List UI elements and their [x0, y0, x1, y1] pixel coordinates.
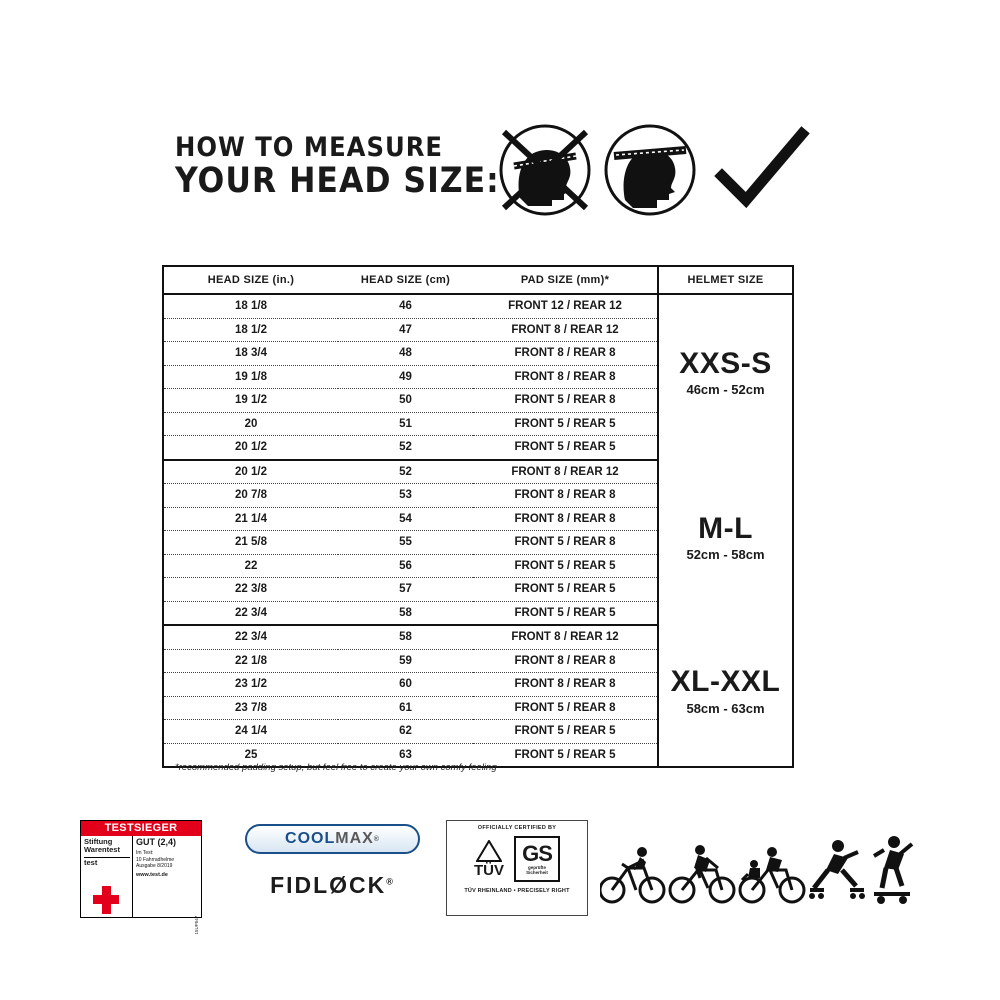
- coolmax-cool-text: COOL: [285, 830, 336, 847]
- cell-head-in: 18 1/2: [163, 318, 338, 342]
- cell-pad: FRONT 5 / REAR 5: [473, 578, 658, 602]
- cell-pad: FRONT 8 / REAR 12: [473, 318, 658, 342]
- fidlock-registered-mark: ®: [386, 876, 395, 887]
- size-table: [162, 265, 794, 768]
- cell-pad: FRONT 12 / REAR 12: [473, 294, 658, 318]
- checkmark-icon: [722, 134, 802, 200]
- cell-head-cm: 63: [399, 748, 412, 761]
- testsieger-badge: [80, 820, 202, 935]
- cell-helmet-size: [658, 294, 793, 460]
- how-to-measure-icons: [490, 120, 810, 220]
- cell-head-in: 23 7/8: [163, 696, 338, 720]
- coolmax-fidlock-block: [245, 824, 420, 914]
- helmet-size-range: 46cm - 52cm: [686, 382, 765, 398]
- head-with-tape-correct-icon: [606, 126, 694, 214]
- fidlock-name: FIDLØCK: [270, 872, 387, 898]
- test-rating: GUT (2,4): [136, 837, 177, 847]
- cell-head-in: 22: [163, 554, 338, 578]
- inline-skating-icon: [809, 840, 865, 899]
- size-table-wrapper: [162, 265, 792, 768]
- org-line-1: Stiftung: [84, 837, 113, 846]
- helmet-size-range: 58cm - 63cm: [686, 700, 765, 716]
- cell-head-cm: 47: [338, 318, 473, 342]
- cell-pad: FRONT 8 / REAR 8: [473, 649, 658, 673]
- column-helmet-size: HELMET SIZE: [658, 266, 793, 294]
- table-header-row: [163, 266, 793, 294]
- cell-head-in: 23 1/2: [163, 673, 338, 697]
- cell-head-cm: 46: [338, 294, 473, 318]
- test-word: test: [84, 857, 130, 867]
- cell-pad: FRONT 8 / REAR 8: [473, 507, 658, 531]
- cell-pad: FRONT 5 / REAR 5: [473, 554, 658, 578]
- cell-head-in: 25: [244, 748, 258, 761]
- column-pad-size-mm: PAD SIZE (mm)*: [473, 266, 658, 294]
- stiftung-warentest-block: [81, 836, 133, 918]
- helmet-size-label: XXS-S: [679, 346, 772, 380]
- cell-head-cm: 60: [338, 673, 473, 697]
- cell-head-cm: 54: [338, 507, 473, 531]
- cell-head-cm: 58: [338, 601, 473, 625]
- gs-sub-1: geprüfte: [527, 865, 546, 870]
- cell-pad: FRONT 5 / REAR 8: [473, 389, 658, 413]
- table-row: [163, 460, 793, 484]
- title-line-2: YOUR HEAD SIZE:: [175, 160, 500, 201]
- cell-pad: FRONT 5 / REAR 8: [473, 696, 658, 720]
- cell-head-cm: 59: [338, 649, 473, 673]
- activity-pictograms: [600, 830, 920, 910]
- skateboarding-icon: [874, 836, 912, 904]
- helmet-size-range: 52cm - 58cm: [686, 547, 765, 563]
- table-row: [163, 625, 793, 649]
- certification-badges: [80, 812, 920, 935]
- head-with-tape-wrong-icon: [501, 126, 589, 214]
- gs-mark-icon: [514, 836, 560, 882]
- cell-head-cm: 61: [338, 696, 473, 720]
- cell-head-in: 19 1/2: [163, 389, 338, 413]
- coolmax-registered-mark: ®: [373, 835, 380, 843]
- cell-helmet-size: [658, 460, 793, 626]
- cell-head-cm: 51: [338, 412, 473, 436]
- cell-head-cm: 55: [338, 531, 473, 555]
- cell-pad: FRONT 8 / REAR 12: [473, 460, 658, 484]
- cell-head-in: 20 7/8: [163, 484, 338, 508]
- cell-head-cm: 52: [338, 460, 473, 484]
- testsieger-detail-block: [133, 836, 201, 935]
- cell-head-cm: 52: [338, 436, 473, 460]
- test-code: 15UP547: [194, 916, 200, 935]
- cell-head-in: 19 1/8: [163, 365, 338, 389]
- cell-head-in: 20 1/2: [163, 460, 338, 484]
- tuv-top-text: OFFICIALLY CERTIFIED BY: [477, 825, 557, 831]
- cell-head-in: 20 1/2: [163, 436, 338, 460]
- org-line-2: Warentest: [84, 845, 120, 855]
- cell-head-in: 18 1/8: [163, 294, 338, 318]
- cell-head-cm: 58: [338, 625, 473, 649]
- cell-head-in: 20: [163, 412, 338, 436]
- cell-head-in: 18 3/4: [163, 342, 338, 366]
- helmet-size-label: M-L: [698, 511, 753, 545]
- cell-pad: FRONT 8 / REAR 8: [473, 342, 658, 366]
- padding-footnote: *recommended padding setup, but feel free to create your own comfy feeling: [175, 762, 497, 773]
- tuv-triangle-icon: [476, 840, 502, 862]
- cell-helmet-size: [658, 625, 793, 767]
- table-row: [163, 294, 793, 318]
- cell-pad: FRONT 8 / REAR 8: [473, 484, 658, 508]
- test-detail-2: 10 Fahrradhelme: [136, 856, 175, 863]
- cell-head-in: 24 1/4: [163, 720, 338, 744]
- cell-head-in: 22 1/8: [163, 649, 338, 673]
- gs-sub-2: Sicherheit: [526, 869, 548, 875]
- cell-pad: FRONT 5 / REAR 5: [473, 436, 658, 460]
- mountain-biking-icon: [670, 845, 734, 902]
- test-website: www.test.de: [136, 872, 168, 879]
- test-detail-3: Ausgabe 8/2019: [136, 862, 173, 869]
- cell-head-cm: 56: [338, 554, 473, 578]
- red-cross-icon: [93, 886, 119, 914]
- cell-head-in: 21 1/4: [163, 507, 338, 531]
- cell-pad: FRONT 8 / REAR 8: [473, 673, 658, 697]
- coolmax-badge: [245, 824, 420, 854]
- cell-head-in: 22 3/4: [163, 601, 338, 625]
- cell-pad: FRONT 5 / REAR 5: [473, 412, 658, 436]
- tuv-logo-text: TÜV: [474, 861, 504, 879]
- fidlock-badge: [245, 872, 420, 899]
- cell-pad: FRONT 5 / REAR 5: [473, 601, 658, 625]
- cycling-icon: [600, 847, 664, 902]
- cell-head-cm: 62: [338, 720, 473, 744]
- column-head-size-in: HEAD SIZE (in.): [163, 266, 338, 294]
- cell-head-in: 22 3/4: [163, 625, 338, 649]
- cell-pad: FRONT 5 / REAR 8: [473, 531, 658, 555]
- tuv-bottom-text: TÜV RHEINLAND • PRECISELY RIGHT: [464, 888, 570, 894]
- cell-head-cm: 50: [338, 389, 473, 413]
- cell-pad: FRONT 5 / REAR 5: [514, 748, 616, 761]
- title-line-1: HOW TO MEASURE: [175, 132, 443, 164]
- helmet-size-label: XL-XXL: [670, 665, 781, 698]
- cell-head-in: 22 3/8: [163, 578, 338, 602]
- testsieger-title: TESTSIEGER: [81, 821, 201, 836]
- cell-head-cm: 48: [338, 342, 473, 366]
- gs-letters: GS: [522, 841, 552, 866]
- cell-head-in: 21 5/8: [163, 531, 338, 555]
- test-detail-1: Im Test:: [136, 850, 154, 857]
- column-head-size-cm: HEAD SIZE (cm): [338, 266, 473, 294]
- child-seat-cycling-icon: [740, 847, 804, 902]
- cell-pad: FRONT 5 / REAR 5: [473, 720, 658, 744]
- cell-head-cm: 57: [338, 578, 473, 602]
- coolmax-max-text: MAX: [335, 830, 374, 847]
- cell-head-cm: 49: [338, 365, 473, 389]
- tuv-gs-badge: [446, 820, 588, 916]
- cell-head-cm: 53: [338, 484, 473, 508]
- cell-pad: FRONT 8 / REAR 12: [473, 625, 658, 649]
- cell-pad: FRONT 8 / REAR 8: [473, 365, 658, 389]
